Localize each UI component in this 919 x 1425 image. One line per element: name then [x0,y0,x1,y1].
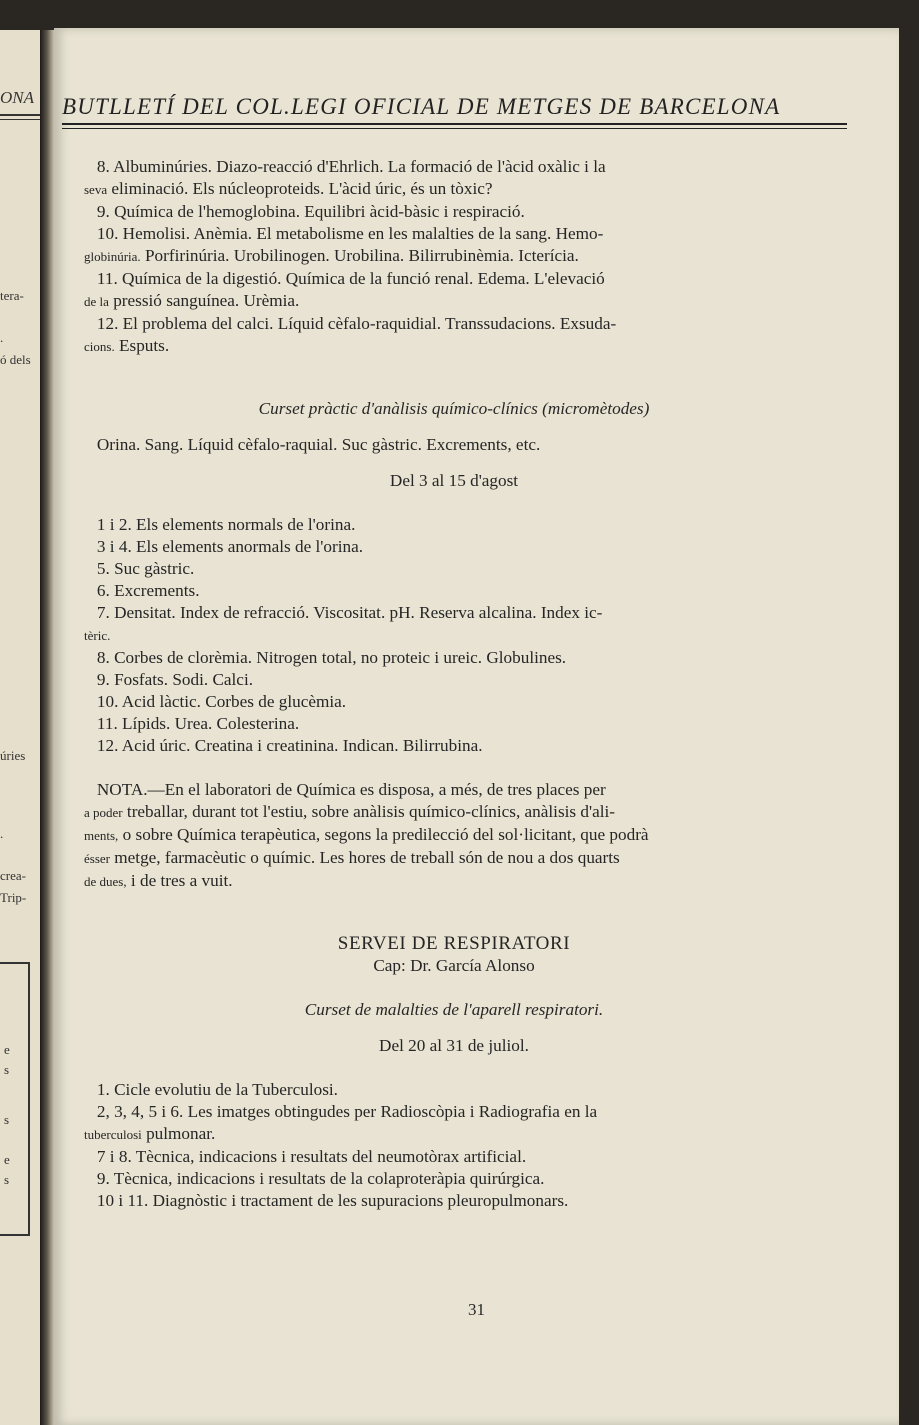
note-line: a poder treballar, durant tot l'estiu, sobre anàlisis químico-clínics, anàlisis d'ali- [84,802,615,821]
note-line: ments, o sobre Química terapèutica, segons la predilecció del sol·licitant, que podrà [84,825,649,844]
header-rule [62,123,847,125]
book-spine [40,30,54,1425]
note-line: de dues, i de tres a vuit. [84,871,233,890]
prev-fragment: e [4,1042,10,1057]
prev-fragment: s [4,1172,10,1187]
list-item-cont: tèric. [84,628,111,643]
list-item: 9. Tècnica, indicacions i resultats de la colaproteràpia quirúrgica. [96,1169,545,1188]
list-item: 11. Química de la digestió. Química de la funció renal. Edema. L'elevació [96,269,605,288]
note-line: ésser metge, farmacèutic o químic. Les hores de treball són de nou a dos quarts [84,848,620,867]
list-item: 9. Química de l'hemoglobina. Equilibri àcid-bàsic i respiració. [96,202,525,221]
page [54,28,899,1425]
section-dates: Del 3 al 15 d'agost [389,471,519,490]
list-item: 10. Hemolisi. Anèmia. El metabolisme en les malalties de la sang. Hemo- [96,224,604,243]
prev-fragment: ONA [0,88,34,107]
page-number: 31 [468,1300,485,1319]
prev-fragment: crea- [0,868,26,883]
list-item-cont: globinúria. Porfirinúria. Urobilinogen. Urobilina. Bilirrubinèmia. Icterícia. [84,246,579,265]
list-item-cont: tuberculosi pulmonar. [84,1124,216,1143]
prev-fragment: . [0,330,4,345]
note: NOTA.—En el laboratori de Química es disposa, a més, de tres places per [96,780,606,799]
list-item: 10. Acid làctic. Corbes de glucèmia. [96,692,347,711]
prev-rule [0,119,40,120]
list-item: 1. Cicle evolutiu de la Tuberculosi. [96,1080,338,1099]
prev-fragment: s [4,1112,10,1127]
list-item: 7. Densitat. Index de refracció. Viscositat. pH. Reserva alcalina. Index ic- [96,603,603,622]
list-item: 7 i 8. Tècnica, indicacions i resultats del neumotòrax artificial. [96,1147,527,1166]
list-item: 9. Fosfats. Sodi. Calci. [96,670,254,689]
list-item-cont: de la pressió sanguínea. Urèmia. [84,291,300,310]
service-chief: Cap: Dr. García Alonso [373,956,535,975]
prev-fragment: Trip- [0,890,27,905]
list-item: 1 i 2. Els elements normals de l'orina. [96,515,356,534]
list-item: 10 i 11. Diagnòstic i tractament de les supuracions pleuropulmonars. [96,1191,569,1210]
prev-fragment: tera- [0,288,24,303]
prev-box [0,962,30,1236]
list-item: 5. Suc gàstric. [96,559,195,578]
list-item-cont: cions. Esputs. [84,336,170,355]
list-item-cont: seva eliminació. Els núcleoproteids. L'àcid úric, és un tòxic? [84,179,493,198]
course-title: Curset de malalties de l'aparell respiratori. [304,1000,604,1019]
section-title: Curset pràctic d'anàlisis químico-clínics (micromètodes) [258,399,650,418]
page-content [84,156,824,1212]
prev-rule [0,114,40,116]
prev-fragment: úries [0,748,26,763]
service-heading: SERVEI DE RESPIRATORI [337,933,571,954]
list-item: 8. Albuminúries. Diazo-reacció d'Ehrlich. La formació de l'àcid oxàlic i la [96,157,606,176]
list-item: 6. Excrements. [96,581,200,600]
list-item: 3 i 4. Els elements anormals de l'orina. [96,537,363,556]
running-header: BUTLLETÍ DEL COL.LEGI OFICIAL DE METGES DE BARCELONA [62,94,781,119]
prev-fragment: ó dels [0,352,31,367]
prev-fragment: . [0,826,4,841]
section-intro: Orina. Sang. Líquid cèfalo-raquial. Suc gàstric. Excrements, etc. [96,435,541,454]
prev-fragment: s [4,1062,10,1077]
course-dates: Del 20 al 31 de juliol. [379,1036,529,1055]
list-item: 2, 3, 4, 5 i 6. Les imatges obtingudes per Radioscòpia i Radiografia en la [96,1102,598,1121]
list-item: 12. El problema del calci. Líquid cèfalo-raquidial. Transsudacions. Exsuda- [96,314,617,333]
header-rule-thin [62,128,847,129]
prev-fragment: e [4,1152,10,1167]
previous-page-edge [0,30,40,1425]
list-item: 11. Lípids. Urea. Colesterina. [96,714,300,733]
list-item: 8. Corbes de clorèmia. Nitrogen total, no proteic i ureic. Globulines. [96,648,567,667]
list-item: 12. Acid úric. Creatina i creatinina. Indican. Bilirrubina. [96,736,483,755]
